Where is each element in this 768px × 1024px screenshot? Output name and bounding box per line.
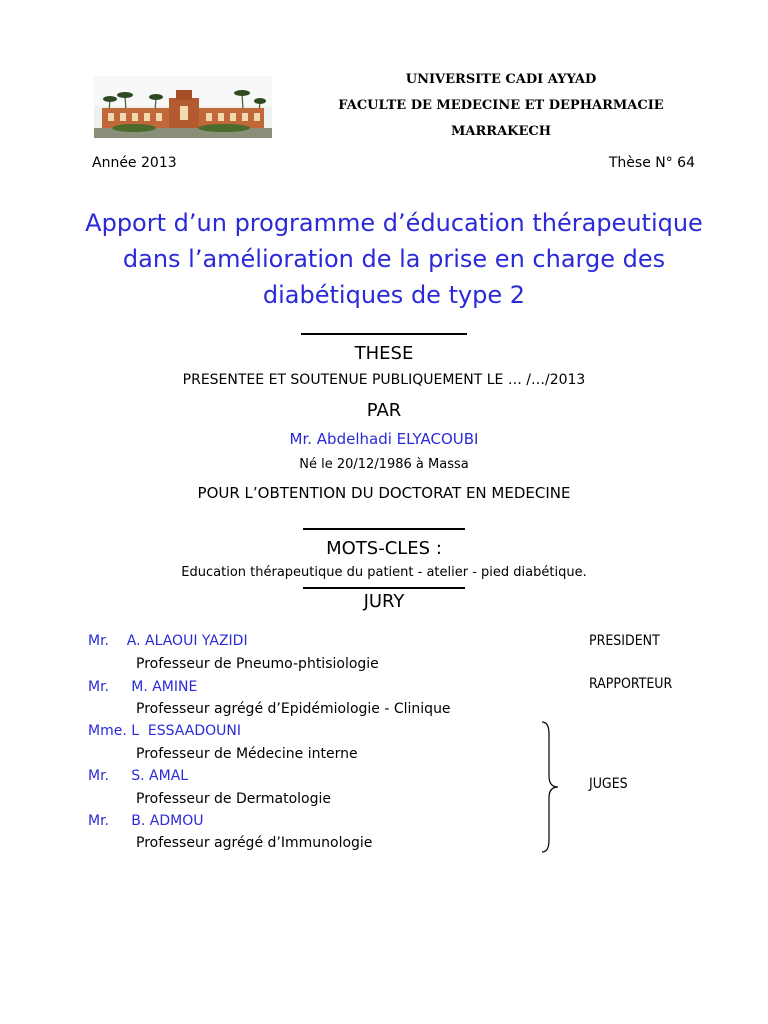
jury-member-title: Professeur de Médecine interne [136,746,358,762]
jury-member-name: Mme. L ESSAADOUNI [88,723,242,739]
academic-year: Année 2013 [92,155,177,171]
university-name: UNIVERSITE CADI AYYAD [405,72,597,87]
these-heading: THESE [354,343,414,364]
faculty-building-logo [94,76,272,138]
divider [303,528,465,530]
jury-member-name: Mr. B. ADMOU [88,813,204,829]
jury-member-name: Mr. A. ALAOUI YAZIDI [88,633,248,649]
thesis-title: Apport d’un programme d’éducation thérapeutique dans l’amélioration de la prise en charge des diabétiques de type 2 [85,209,703,309]
role-rapporteur: RAPPORTEUR [589,676,673,692]
jury-member-name: Mr. M. AMINE [88,679,198,695]
jury-member-title: Professeur agrégé d’Epidémiologie - Clinique [136,701,451,717]
right-brace [540,720,562,854]
thesis-number: Thèse N° 64 [608,155,695,171]
role-juges: JUGES [589,776,628,792]
defense-statement: PRESENTEE ET SOUTENUE PUBLIQUEMENT LE … /…/2013 [182,372,586,388]
jury-heading: JURY [363,591,405,612]
birth-info: Né le 20/12/1986 à Massa [299,457,469,472]
jury-member-title: Professeur agrégé d’Immunologie [136,835,373,851]
keywords-heading: MOTS-CLES : [326,538,442,559]
jury-member-title: Professeur de Pneumo-phtisiologie [136,656,379,672]
degree-statement: POUR L’OBTENTION DU DOCTORAT EN MEDECINE [197,484,571,502]
jury-member-name: Mr. S. AMAL [88,768,189,784]
role-president: PRESIDENT [589,633,660,649]
candidate-name: Mr. Abdelhadi ELYACOUBI [289,430,479,448]
divider [301,333,467,335]
jury-member-title: Professeur de Dermatologie [136,791,332,807]
city-name: MARRAKECH [450,124,551,139]
par-heading: PAR [366,400,402,421]
keywords-list: Education thérapeutique du patient - atelier - pied diabétique. [181,565,587,580]
faculty-name: FACULTE DE MEDECINE ET DEPHARMACIE [338,98,664,113]
divider [303,587,465,589]
